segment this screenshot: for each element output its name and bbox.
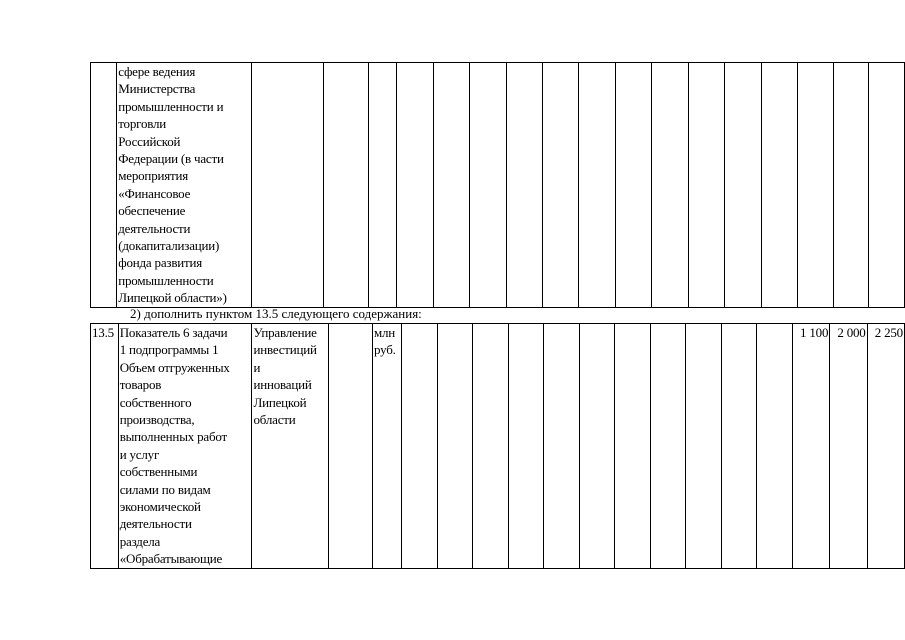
name-line: промышленности	[118, 272, 214, 288]
value-cell	[798, 63, 834, 308]
name-line: «Финансовое	[118, 185, 191, 201]
value-cell	[508, 324, 544, 569]
executor-cell	[252, 324, 329, 569]
value-cell	[579, 63, 615, 308]
name-line: обеспечение	[118, 203, 186, 219]
executor-line: инвестиций	[253, 342, 317, 358]
value-cell	[470, 63, 506, 308]
name-line: фонда развития	[118, 255, 203, 271]
executor-line: и	[253, 359, 261, 375]
executor-cell	[251, 63, 324, 308]
name-line: деятельности	[118, 220, 191, 236]
executor-line: Липецкой	[253, 394, 307, 410]
name-line: экономической	[119, 499, 201, 515]
name-line: торговли	[118, 116, 167, 132]
value-cell	[506, 63, 542, 308]
value-cell	[869, 63, 905, 308]
name-line: товаров	[119, 377, 162, 393]
name-line: Федерации (в части	[118, 151, 224, 167]
name-line: Российской	[118, 133, 181, 149]
executor-line: области	[253, 412, 296, 428]
executor-line: Управление	[253, 325, 317, 340]
name-line: собственными	[119, 464, 198, 480]
name-line: производства,	[119, 412, 195, 428]
name-line: Липецкой области»)	[118, 290, 227, 306]
value-cell	[686, 324, 722, 569]
name-line: Министерства	[118, 81, 196, 97]
name-line: Объем отгруженных	[119, 359, 230, 375]
value-cell: 2 250	[867, 324, 904, 569]
value-cell	[650, 324, 686, 569]
value-cell	[688, 63, 724, 308]
executor-line: инноваций	[253, 377, 312, 393]
name-line: выполненных работ	[119, 429, 227, 445]
value-cell	[761, 63, 797, 308]
indicators-table-continued	[90, 62, 905, 308]
value-cell	[543, 63, 579, 308]
value-cell: 1 100	[792, 324, 829, 569]
value-cell	[579, 324, 615, 569]
amendment-instruction: 2) дополнить пунктом 13.5 следующего содержания:	[130, 306, 422, 321]
value-cell: 2 000	[830, 324, 867, 569]
name-line: промышленности и	[118, 98, 224, 114]
value-cell	[615, 63, 651, 308]
value-cell	[833, 63, 869, 308]
indicator-name-cell	[117, 63, 251, 308]
name-line: раздела	[119, 533, 161, 549]
unit-line: млн	[373, 325, 396, 340]
indicators-table-new-row	[90, 323, 905, 569]
name-line: и услуг	[119, 446, 160, 462]
value-cell	[437, 324, 473, 569]
name-line: (докапитализации)	[118, 238, 220, 254]
value-cell	[757, 324, 793, 569]
indicator-name-cell	[118, 324, 252, 569]
name-line: сфере ведения	[118, 64, 196, 79]
name-line: «Обрабатывающие	[119, 551, 223, 567]
value-cell	[544, 324, 580, 569]
table-row	[91, 324, 905, 569]
unit-line: руб.	[373, 342, 396, 358]
name-line: Показатель 6 задачи	[119, 325, 228, 340]
value-cell	[652, 63, 688, 308]
unit-cell	[369, 63, 397, 308]
name-line: деятельности	[119, 516, 192, 532]
value-cell	[473, 324, 509, 569]
value-cell	[433, 63, 469, 308]
empty-cell	[324, 63, 369, 308]
number-cell: 13.5	[91, 324, 119, 569]
empty-cell	[329, 324, 373, 569]
name-line: силами по видам	[119, 481, 211, 497]
table-row	[91, 63, 905, 308]
unit-cell	[372, 324, 401, 569]
value-cell	[721, 324, 757, 569]
value-cell	[725, 63, 761, 308]
name-line: 1 подпрограммы 1	[119, 342, 219, 358]
value-cell	[615, 324, 651, 569]
value-cell	[402, 324, 438, 569]
name-line: собственного	[119, 394, 192, 410]
value-cell	[397, 63, 433, 308]
name-line: мероприятия	[118, 168, 189, 184]
number-cell	[91, 63, 117, 308]
